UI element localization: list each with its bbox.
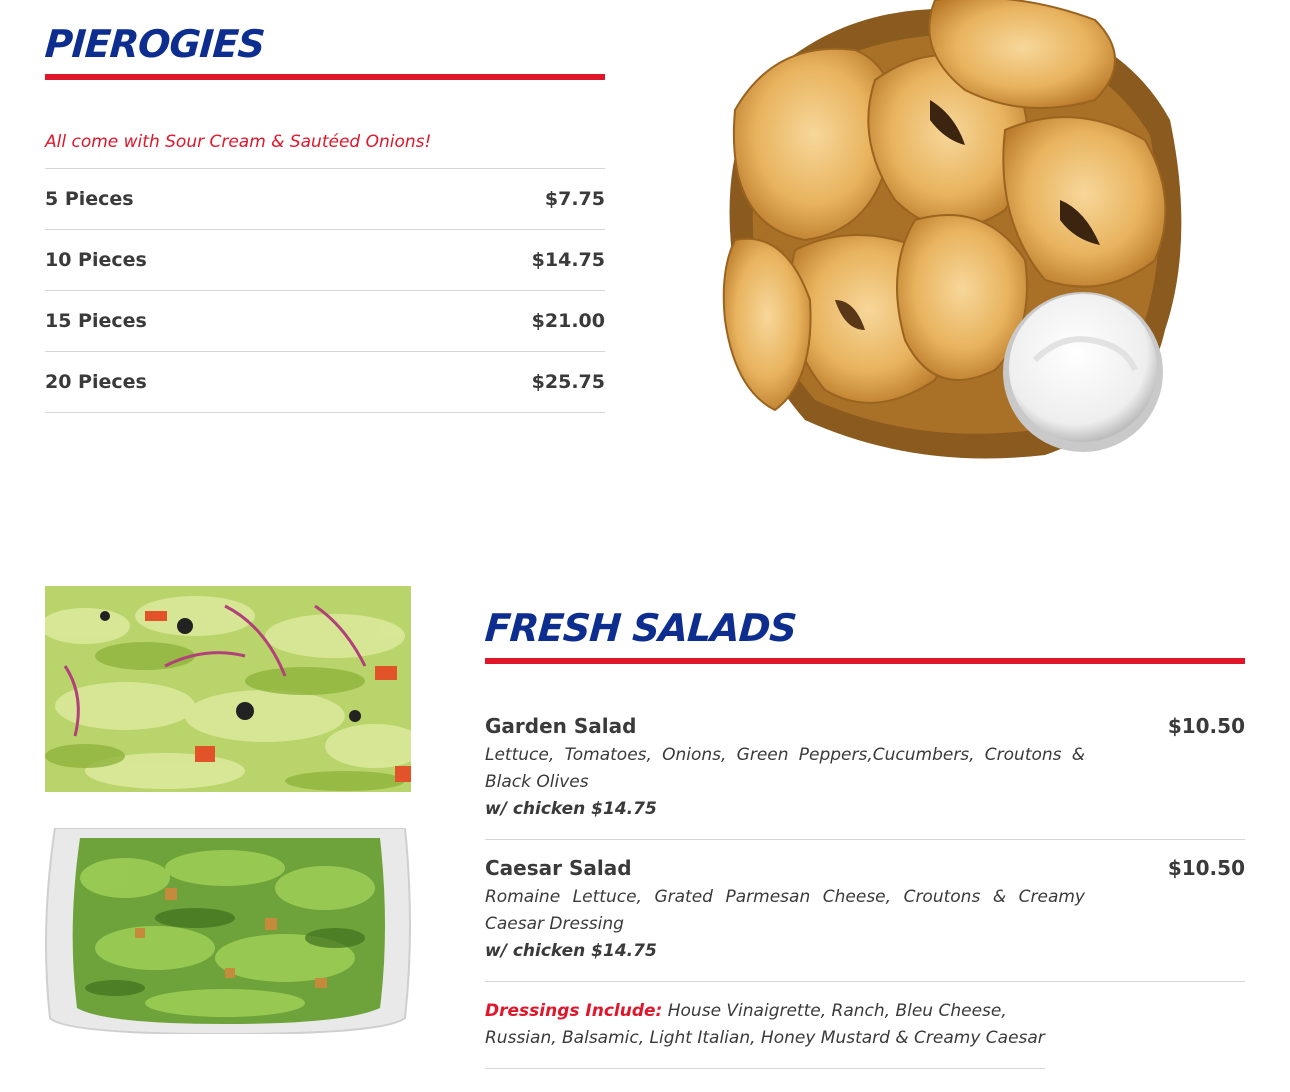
price-row-price: $25.75 (531, 371, 605, 393)
menu-item-description: Romaine Lettuce, Grated Parmesan Cheese, Croutons & Creamy Caesar Dressing (485, 887, 1085, 934)
menu-item-chicken-option: w/ chicken $14.75 (485, 941, 657, 961)
pierogies-title: PIEROGIES (43, 22, 266, 66)
pierogies-title-underline (45, 74, 605, 80)
price-row-label: 20 Pieces (45, 371, 147, 393)
dressings-note (485, 982, 1045, 1069)
price-row-10-pieces (45, 230, 605, 291)
menu-item-garden-salad (485, 664, 1245, 840)
price-row-label: 5 Pieces (45, 188, 134, 210)
menu-item-name: Caesar Salad (485, 856, 632, 880)
menu-item-price: $10.50 (1167, 714, 1245, 738)
price-row-label: 15 Pieces (45, 310, 147, 332)
dressings-label: Dressings Include: (485, 1001, 663, 1021)
price-row-label: 10 Pieces (45, 249, 147, 271)
garden-salad-photo (45, 586, 411, 792)
price-row-15-pieces (45, 291, 605, 352)
menu-item-caesar-salad (485, 840, 1245, 982)
price-row-price: $21.00 (531, 310, 605, 332)
menu-item-chicken-option: w/ chicken $14.75 (485, 799, 657, 819)
pierogies-tagline: All come with Sour Cream & Sautéed Onions! (45, 132, 605, 169)
pierogies-section (45, 18, 605, 413)
fresh-salads-title: FRESH SALADS (483, 606, 798, 650)
caesar-salad-photo (45, 828, 411, 1034)
fresh-salads-section (485, 602, 1245, 1069)
price-row-price: $7.75 (544, 188, 605, 210)
price-row-5-pieces (45, 169, 605, 230)
menu-item-price: $10.50 (1167, 856, 1245, 880)
price-row-price: $14.75 (531, 249, 605, 271)
price-row-20-pieces (45, 352, 605, 413)
pierogies-photo (715, 0, 1195, 465)
dressings-list: House Vinaigrette, Ranch, Bleu Cheese, Russian, Balsamic, Light Italian, Honey Mustard & Creamy Caesar (485, 1001, 1045, 1048)
menu-item-name: Garden Salad (485, 714, 637, 738)
menu-item-description: Lettuce, Tomatoes, Onions, Green Peppers,Cucumbers, Croutons & Black Olives (485, 745, 1085, 792)
